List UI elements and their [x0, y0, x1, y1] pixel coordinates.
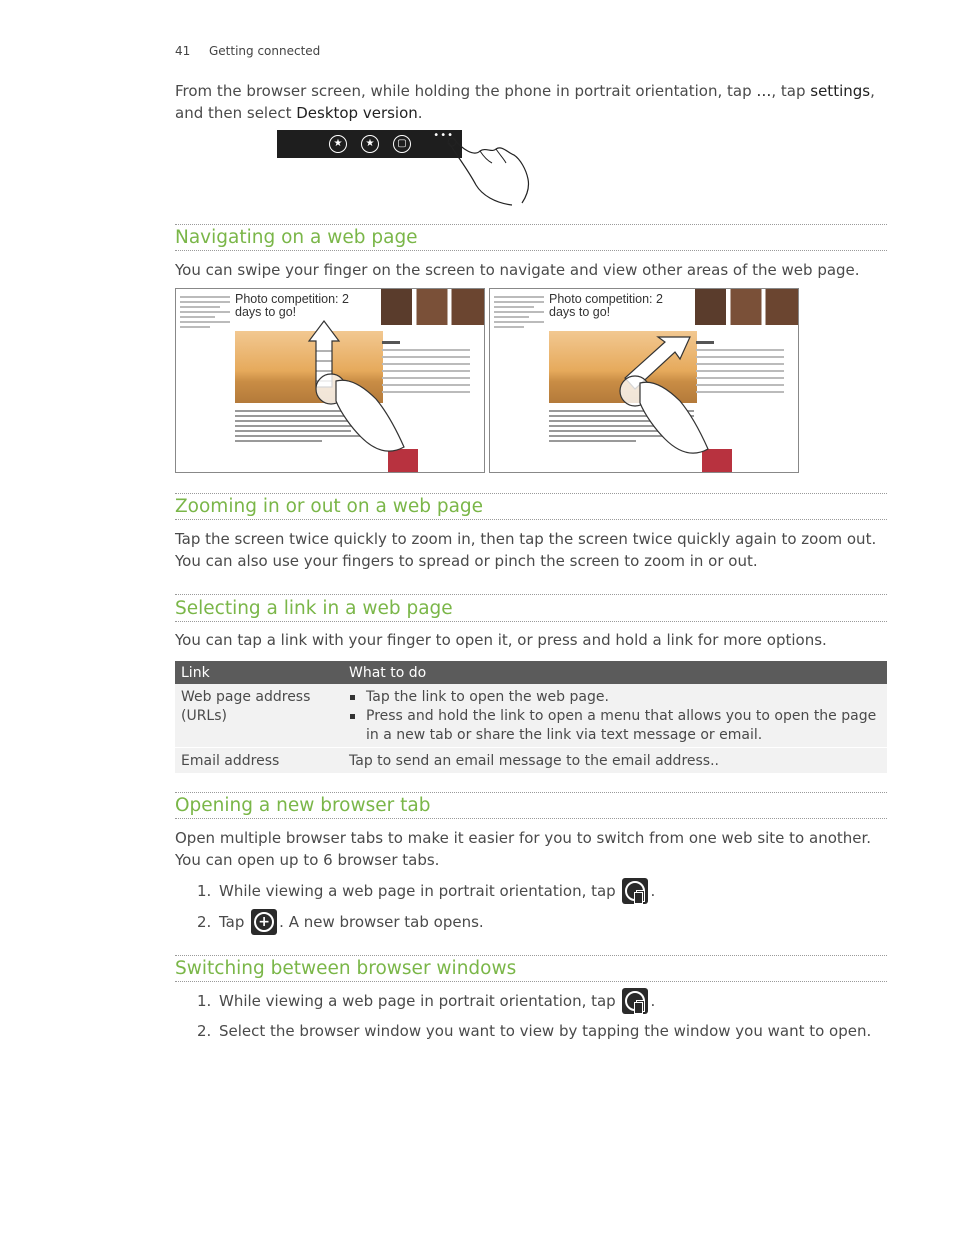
- step-text-end: .: [650, 992, 656, 1010]
- favorites-icon: ★: [361, 135, 379, 153]
- step-text: While viewing a web page in portrait orientation, tap: [219, 992, 621, 1010]
- link-actions-table: [175, 661, 887, 774]
- favorite-add-icon: ★: [329, 135, 347, 153]
- intro-text-1: From the browser screen, while holding the phone in portrait orientation, tap: [175, 82, 757, 100]
- tabs-icon: [622, 878, 648, 904]
- intro-text-4: .: [417, 104, 423, 122]
- table-row: [175, 684, 887, 748]
- table-row: [175, 748, 887, 774]
- opening-body: Open multiple browser tabs to make it easier for you to switch from one web site to another. You can open up to 6 browser tabs.: [175, 829, 872, 869]
- page-header: [175, 44, 320, 58]
- step-text: Select the browser window you want to view by tapping the window you want to open.: [219, 1022, 872, 1040]
- column-header-link: Link: [175, 661, 343, 684]
- divider: [175, 224, 887, 225]
- zooming-body: Tap the screen twice quickly to zoom in, then tap the screen twice quickly again to zoom out. You can also use your fingers to spread or pinch the screen to zoom in or out.: [175, 530, 877, 570]
- switching-step-1: [197, 988, 655, 1014]
- list-item: Press and hold the link to open a menu that allows you to open the page in a new tab or share the link via text message or email.: [366, 707, 881, 745]
- section-heading-selecting: Selecting a link in a web page: [175, 598, 453, 619]
- settings-term: settings: [810, 82, 871, 100]
- step-number: 2.: [197, 1022, 212, 1040]
- selecting-body: You can tap a link with your finger to open it, or press and hold a link for more options.: [175, 631, 827, 649]
- intro-text-3: , and then select: [175, 82, 875, 122]
- section-heading-opening: Opening a new browser tab: [175, 795, 431, 816]
- section-heading-zooming: Zooming in or out on a web page: [175, 496, 484, 517]
- link-type-cell: Web page address (URLs): [175, 684, 343, 748]
- more-ellipsis-term: …: [756, 82, 772, 100]
- column-header-what-to-do: What to do: [343, 661, 887, 684]
- step-number: 1.: [197, 992, 212, 1010]
- intro-text-2: , tap: [771, 82, 811, 100]
- navigating-body: You can swipe your finger on the screen to navigate and view other areas of the web page.: [175, 261, 860, 279]
- link-type-cell: Email address: [175, 748, 343, 774]
- action-cell: Tap to send an email message to the email address..: [343, 748, 887, 774]
- section-heading-navigating: Navigating on a web page: [175, 227, 418, 248]
- section-heading-switching: Switching between browser windows: [175, 958, 517, 979]
- table-header-row: [175, 661, 887, 684]
- divider: [175, 955, 887, 956]
- tabs-icon: [622, 988, 648, 1014]
- browser-app-bar-image: [277, 130, 462, 158]
- screenshot-headline: Photo competition: 2 days to go!: [235, 292, 349, 319]
- chapter-title: Getting connected: [209, 44, 321, 58]
- step-text: While viewing a web page in portrait orientation, tap: [219, 882, 621, 900]
- add-tab-icon: +: [251, 909, 277, 935]
- swipe-diagonal-screenshot: [489, 288, 799, 473]
- page-number: 41: [175, 44, 191, 58]
- list-item: Tap the link to open the web page.: [366, 688, 881, 707]
- divider: [175, 792, 887, 793]
- swipe-up-arrow-icon: [176, 289, 485, 473]
- tapping-hand-icon: [440, 135, 540, 207]
- divider: [175, 594, 887, 595]
- intro-paragraph: [175, 80, 887, 124]
- divider: [175, 621, 887, 622]
- step-text-end: .: [650, 882, 656, 900]
- action-cell: [343, 684, 887, 748]
- step-text-end: . A new browser tab opens.: [279, 913, 484, 931]
- switching-step-2: [197, 1020, 871, 1042]
- swipe-diagonal-arrow-icon: [490, 289, 799, 473]
- divider: [175, 250, 887, 251]
- tabs-icon: ▢: [393, 135, 411, 153]
- step-text: Tap: [219, 913, 250, 931]
- step-number: 2.: [197, 913, 212, 931]
- divider: [175, 818, 887, 819]
- divider: [175, 493, 887, 494]
- screenshot-headline: Photo competition: 2 days to go!: [549, 292, 663, 319]
- divider: [175, 519, 887, 520]
- swipe-up-screenshot: [175, 288, 485, 473]
- step-number: 1.: [197, 882, 212, 900]
- more-dots-icon: •••: [433, 130, 454, 141]
- action-list: [349, 688, 881, 745]
- desktop-version-term: Desktop version: [296, 104, 418, 122]
- divider: [175, 981, 887, 982]
- opening-step-1: [197, 878, 655, 904]
- opening-step-2: [197, 909, 484, 935]
